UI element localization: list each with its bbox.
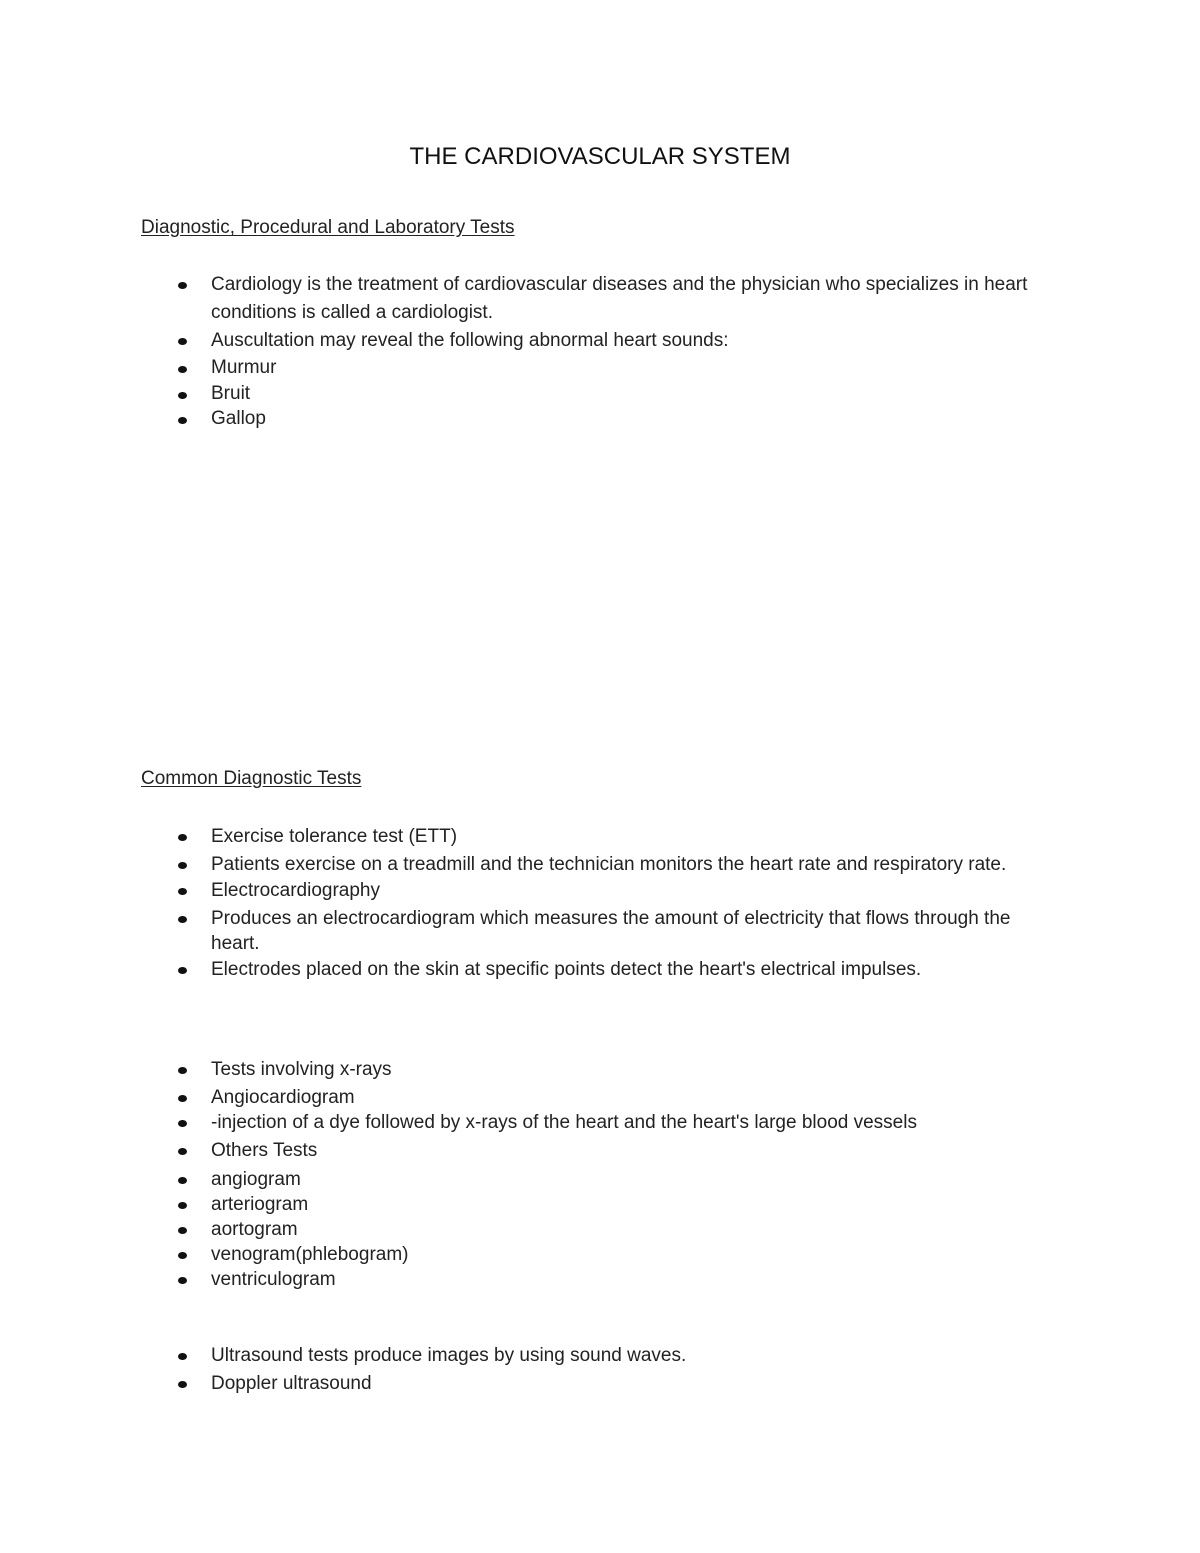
list-item: arteriogram — [0, 1192, 1200, 1217]
list-item: Cardiology is the treatment of cardiovascular diseases and the physician who specializes in heart conditions is called a cardiologist. — [0, 271, 1200, 327]
bullet-icon — [178, 282, 187, 289]
bullet-icon — [178, 1148, 187, 1155]
bullet-icon — [178, 1177, 187, 1184]
list-item: -injection of a dye followed by x-rays of the heart and the heart's large blood vessels — [0, 1110, 1200, 1138]
bullet-icon — [178, 1120, 187, 1127]
bullet-icon — [178, 888, 187, 895]
list-item: Electrodes placed on the skin at specific points detect the heart's electrical impulses. — [0, 957, 1200, 982]
list-item: Produces an electrocardiogram which measures the amount of electricity that flows through the heart. — [0, 906, 1200, 957]
list-item: angiogram — [0, 1167, 1200, 1192]
bullet-icon — [178, 1227, 187, 1234]
list-item: Murmur — [0, 355, 1200, 381]
bullet-icon — [178, 1202, 187, 1209]
list-item: aortogram — [0, 1217, 1200, 1242]
list-item: Electrocardiography — [0, 878, 1200, 906]
document-title: THE CARDIOVASCULAR SYSTEM — [409, 143, 791, 170]
bullet-list-group1 — [0, 824, 1200, 982]
bullet-icon — [178, 417, 187, 424]
list-item: Ultrasound tests produce images by using sound waves. — [0, 1343, 1200, 1371]
bullet-icon — [178, 834, 187, 841]
bullet-icon — [178, 1353, 187, 1360]
list-item: ventriculogram — [0, 1267, 1200, 1292]
bullet-list-section1 — [0, 271, 1200, 431]
list-item: Auscultation may reveal the following abnormal heart sounds: — [0, 327, 1200, 355]
bullet-icon — [178, 1252, 187, 1259]
bullet-icon — [178, 1381, 187, 1388]
bullet-icon — [178, 392, 187, 399]
section-heading-diagnostic-procedural-laboratory: Diagnostic, Procedural and Laboratory Tests — [141, 217, 515, 238]
list-item: venogram(phlebogram) — [0, 1242, 1200, 1267]
bullet-icon — [178, 967, 187, 974]
bullet-icon — [178, 1095, 187, 1102]
section-heading-common-diagnostic-tests: Common Diagnostic Tests — [141, 768, 362, 789]
bullet-icon — [178, 366, 187, 373]
list-item: Tests involving x-rays — [0, 1057, 1200, 1085]
bullet-list-group3 — [0, 1343, 1200, 1396]
list-item: Doppler ultrasound — [0, 1371, 1200, 1396]
bullet-list-group2 — [0, 1057, 1200, 1292]
list-item: Angiocardiogram — [0, 1085, 1200, 1110]
list-item: Gallop — [0, 406, 1200, 431]
bullet-icon — [178, 1067, 187, 1074]
bullet-icon — [178, 862, 187, 869]
list-item: Bruit — [0, 381, 1200, 406]
list-item: Others Tests — [0, 1138, 1200, 1167]
list-item: Patients exercise on a treadmill and the technician monitors the heart rate and respiratory rate. — [0, 852, 1200, 878]
list-item: Exercise tolerance test (ETT) — [0, 824, 1200, 852]
bullet-icon — [178, 916, 187, 923]
bullet-icon — [178, 1277, 187, 1284]
bullet-icon — [178, 338, 187, 345]
